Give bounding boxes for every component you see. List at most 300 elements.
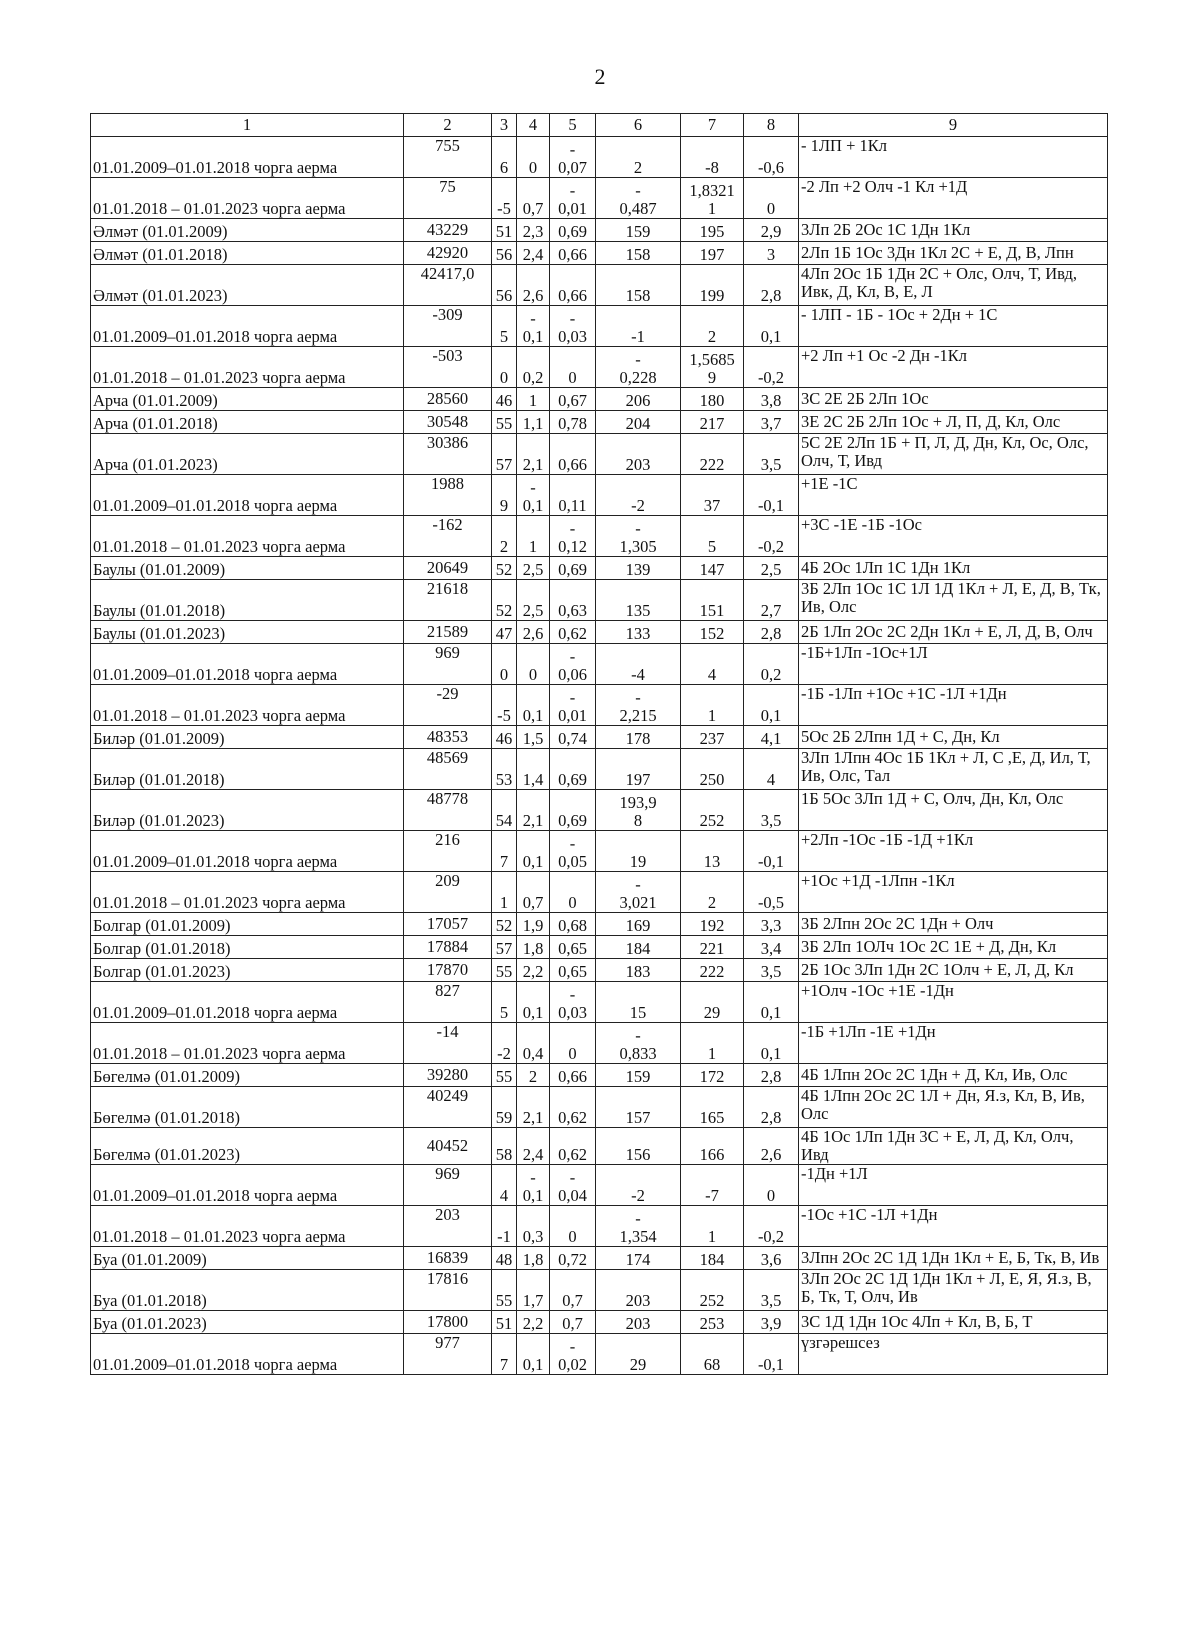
col3-cell: 1: [492, 872, 517, 913]
col7-cell: 237: [681, 726, 744, 749]
col3-cell: 51: [492, 1311, 517, 1334]
col6-cell: 159: [596, 219, 681, 242]
table-row: [91, 411, 1108, 434]
col7-cell: 1,8321 1: [681, 178, 744, 219]
composition-cell: +1Олч -1Ос +1Е -1Дн: [799, 982, 1108, 1023]
col5-cell: 0,78: [550, 411, 596, 434]
composition-cell: 4Б 1Лпн 2Ос 2С 1Л + Дн, Я.з, Кл, В, Ив, Олс: [799, 1087, 1108, 1128]
col5-cell: 0,69: [550, 219, 596, 242]
col4-cell: 2,3: [517, 219, 550, 242]
col6-cell: 158: [596, 242, 681, 265]
col4-cell: 1,8: [517, 936, 550, 959]
table-row: [91, 1311, 1108, 1334]
col3-cell: -5: [492, 685, 517, 726]
table-row: [91, 1064, 1108, 1087]
composition-cell: 4Б 1Лпн 2Ос 2С 1Дн + Д, Кл, Ив, Олс: [799, 1064, 1108, 1087]
area-cell: 969: [404, 644, 492, 685]
table-row: [91, 1270, 1108, 1311]
table-row: [91, 936, 1108, 959]
col7-cell: 253: [681, 1311, 744, 1334]
col8-cell: 3,3: [744, 913, 799, 936]
table-row: [91, 265, 1108, 306]
column-header: 6: [596, 114, 681, 137]
col8-cell: 2,5: [744, 557, 799, 580]
col8-cell: 0: [744, 178, 799, 219]
col7-cell: 4: [681, 644, 744, 685]
area-cell: 28560: [404, 388, 492, 411]
col4-cell: 1,4: [517, 749, 550, 790]
area-cell: 75: [404, 178, 492, 219]
period-label-cell: 01.01.2009–01.01.2018 чорга аерма: [91, 306, 404, 347]
col5-cell: 0,65: [550, 936, 596, 959]
composition-cell: 3С 1Д 1Дн 1Ос 4Лп + Кл, В, Б, Т: [799, 1311, 1108, 1334]
period-label-cell: Бөгелмә (01.01.2009): [91, 1064, 404, 1087]
col5-cell: - 0,03: [550, 982, 596, 1023]
col8-cell: 4,1: [744, 726, 799, 749]
period-label-cell: Бөгелмә (01.01.2023): [91, 1128, 404, 1165]
col4-cell: 1,8: [517, 1247, 550, 1270]
col5-cell: - 0,03: [550, 306, 596, 347]
col7-cell: 1: [681, 1206, 744, 1247]
composition-cell: 3Б 2Лп 1ОЛч 1Ос 2С 1Е + Д, Дн, Кл: [799, 936, 1108, 959]
area-cell: 17800: [404, 1311, 492, 1334]
col7-cell: 2: [681, 872, 744, 913]
col3-cell: 58: [492, 1128, 517, 1165]
composition-cell: - 1ЛП - 1Б - 1Ос + 2Дн + 1С: [799, 306, 1108, 347]
table-row: [91, 1087, 1108, 1128]
col3-cell: 46: [492, 388, 517, 411]
col7-cell: -7: [681, 1165, 744, 1206]
col7-cell: 197: [681, 242, 744, 265]
col4-cell: 0: [517, 137, 550, 178]
col6-cell: 133: [596, 621, 681, 644]
table-row: [91, 982, 1108, 1023]
col6-cell: 203: [596, 434, 681, 475]
col8-cell: 3,5: [744, 1270, 799, 1311]
column-header: 9: [799, 114, 1108, 137]
table-row: [91, 1165, 1108, 1206]
col5-cell: 0: [550, 1206, 596, 1247]
col7-cell: 1,5685 9: [681, 347, 744, 388]
col6-cell: 156: [596, 1128, 681, 1165]
composition-cell: 1Б 5Ос 3Лп 1Д + С, Олч, Дн, Кл, Олс: [799, 790, 1108, 831]
period-label-cell: Баулы (01.01.2018): [91, 580, 404, 621]
composition-cell: 3Лп 2Б 2Ос 1С 1Дн 1Кл: [799, 219, 1108, 242]
table-row: [91, 621, 1108, 644]
area-cell: 216: [404, 831, 492, 872]
col6-cell: 193,9 8: [596, 790, 681, 831]
composition-cell: 2Б 1Лп 2Ос 2С 2Дн 1Кл + Е, Л, Д, В, Олч: [799, 621, 1108, 644]
period-label-cell: Арча (01.01.2009): [91, 388, 404, 411]
table-row: [91, 347, 1108, 388]
col8-cell: 3,5: [744, 434, 799, 475]
col6-cell: - 1,354: [596, 1206, 681, 1247]
period-label-cell: Буа (01.01.2023): [91, 1311, 404, 1334]
col6-cell: 158: [596, 265, 681, 306]
composition-cell: 5Ос 2Б 2Лпн 1Д + С, Дн, Кл: [799, 726, 1108, 749]
area-cell: 48569: [404, 749, 492, 790]
col8-cell: -0,1: [744, 1334, 799, 1375]
col5-cell: 0,69: [550, 790, 596, 831]
col6-cell: 197: [596, 749, 681, 790]
col8-cell: 3,4: [744, 936, 799, 959]
col4-cell: 1,5: [517, 726, 550, 749]
table-row: [91, 1334, 1108, 1375]
area-cell: -503: [404, 347, 492, 388]
col8-cell: 3: [744, 242, 799, 265]
col4-cell: 2: [517, 1064, 550, 1087]
col6-cell: 183: [596, 959, 681, 982]
col6-cell: -4: [596, 644, 681, 685]
col4-cell: 2,4: [517, 1128, 550, 1165]
composition-cell: +1Е -1С: [799, 475, 1108, 516]
table-header-row: [91, 114, 1108, 137]
table-body: [91, 137, 1108, 1375]
col4-cell: - 0,1: [517, 475, 550, 516]
area-cell: 17816: [404, 1270, 492, 1311]
composition-cell: 4Лп 2Ос 1Б 1Дн 2С + Олс, Олч, Т, Ивд, Ивк, Д, Кл, В, Е, Л: [799, 265, 1108, 306]
table-row: [91, 1247, 1108, 1270]
period-label-cell: Әлмәт (01.01.2023): [91, 265, 404, 306]
col7-cell: 221: [681, 936, 744, 959]
col4-cell: 0,7: [517, 872, 550, 913]
period-label-cell: 01.01.2009–01.01.2018 чорга аерма: [91, 644, 404, 685]
col8-cell: 2,8: [744, 621, 799, 644]
col5-cell: 0: [550, 872, 596, 913]
col5-cell: 0,66: [550, 242, 596, 265]
col3-cell: 55: [492, 1270, 517, 1311]
col7-cell: 165: [681, 1087, 744, 1128]
period-label-cell: 01.01.2009–01.01.2018 чорга аерма: [91, 475, 404, 516]
col3-cell: -2: [492, 1023, 517, 1064]
composition-cell: +2 Лп +1 Ос -2 Дн -1Кл: [799, 347, 1108, 388]
area-cell: 16839: [404, 1247, 492, 1270]
col6-cell: - 0,228: [596, 347, 681, 388]
col8-cell: 2,9: [744, 219, 799, 242]
period-label-cell: 01.01.2018 – 01.01.2023 чорга аерма: [91, 1023, 404, 1064]
col7-cell: 195: [681, 219, 744, 242]
area-cell: 20649: [404, 557, 492, 580]
area-cell: 209: [404, 872, 492, 913]
col3-cell: 52: [492, 913, 517, 936]
col6-cell: 178: [596, 726, 681, 749]
col4-cell: 2,2: [517, 1311, 550, 1334]
col3-cell: 52: [492, 580, 517, 621]
column-header: 7: [681, 114, 744, 137]
composition-cell: -1Б +1Лп -1Е +1Дн: [799, 1023, 1108, 1064]
col7-cell: 151: [681, 580, 744, 621]
period-label-cell: Буа (01.01.2009): [91, 1247, 404, 1270]
column-header: 3: [492, 114, 517, 137]
col5-cell: - 0,07: [550, 137, 596, 178]
col3-cell: 55: [492, 1064, 517, 1087]
col6-cell: 174: [596, 1247, 681, 1270]
composition-cell: +3С -1Е -1Б -1Ос: [799, 516, 1108, 557]
col8-cell: 4: [744, 749, 799, 790]
table-row: [91, 137, 1108, 178]
composition-cell: 3Е 2С 2Б 2Лп 1Ос + Л, П, Д, Кл, Олс: [799, 411, 1108, 434]
col6-cell: 203: [596, 1270, 681, 1311]
col6-cell: 29: [596, 1334, 681, 1375]
period-label-cell: 01.01.2009–01.01.2018 чорга аерма: [91, 831, 404, 872]
col8-cell: 3,6: [744, 1247, 799, 1270]
period-label-cell: Бөгелмә (01.01.2018): [91, 1087, 404, 1128]
col6-cell: - 1,305: [596, 516, 681, 557]
col6-cell: - 0,833: [596, 1023, 681, 1064]
area-cell: 42417,0: [404, 265, 492, 306]
col7-cell: 252: [681, 1270, 744, 1311]
col4-cell: 2,5: [517, 557, 550, 580]
col7-cell: 192: [681, 913, 744, 936]
col3-cell: 4: [492, 1165, 517, 1206]
col7-cell: -8: [681, 137, 744, 178]
area-cell: 42920: [404, 242, 492, 265]
col4-cell: - 0,1: [517, 1165, 550, 1206]
col6-cell: 15: [596, 982, 681, 1023]
area-cell: 40249: [404, 1087, 492, 1128]
col3-cell: 46: [492, 726, 517, 749]
col6-cell: -2: [596, 475, 681, 516]
table-row: [91, 790, 1108, 831]
col8-cell: -0,1: [744, 475, 799, 516]
area-cell: -29: [404, 685, 492, 726]
period-label-cell: 01.01.2018 – 01.01.2023 чорга аерма: [91, 872, 404, 913]
col3-cell: 5: [492, 306, 517, 347]
period-label-cell: 01.01.2018 – 01.01.2023 чорга аерма: [91, 1206, 404, 1247]
col6-cell: 206: [596, 388, 681, 411]
col7-cell: 180: [681, 388, 744, 411]
col5-cell: 0,68: [550, 913, 596, 936]
table-row: [91, 219, 1108, 242]
col8-cell: 0,1: [744, 306, 799, 347]
col4-cell: 2,2: [517, 959, 550, 982]
col5-cell: 0: [550, 347, 596, 388]
composition-cell: +1Ос +1Д -1Лпн -1Кл: [799, 872, 1108, 913]
col6-cell: 203: [596, 1311, 681, 1334]
composition-cell: 3Б 2Лпн 2Ос 2С 1Дн + Олч: [799, 913, 1108, 936]
area-cell: 43229: [404, 219, 492, 242]
col6-cell: 204: [596, 411, 681, 434]
period-label-cell: Болгар (01.01.2018): [91, 936, 404, 959]
area-cell: -162: [404, 516, 492, 557]
col4-cell: 0,1: [517, 1334, 550, 1375]
col7-cell: 222: [681, 434, 744, 475]
col6-cell: 184: [596, 936, 681, 959]
col7-cell: 222: [681, 959, 744, 982]
col3-cell: 9: [492, 475, 517, 516]
col7-cell: 152: [681, 621, 744, 644]
table-row: [91, 1023, 1108, 1064]
period-label-cell: Әлмәт (01.01.2009): [91, 219, 404, 242]
area-cell: 827: [404, 982, 492, 1023]
col5-cell: 0,66: [550, 265, 596, 306]
composition-cell: 3С 2Е 2Б 2Лп 1Ос: [799, 388, 1108, 411]
col8-cell: 3,7: [744, 411, 799, 434]
col3-cell: 53: [492, 749, 517, 790]
table-row: [91, 726, 1108, 749]
area-cell: 17057: [404, 913, 492, 936]
col8-cell: 3,5: [744, 959, 799, 982]
col4-cell: 0,1: [517, 982, 550, 1023]
table-row: [91, 831, 1108, 872]
area-cell: -309: [404, 306, 492, 347]
period-label-cell: Баулы (01.01.2009): [91, 557, 404, 580]
col6-cell: - 2,215: [596, 685, 681, 726]
table-row: [91, 580, 1108, 621]
period-label-cell: Буа (01.01.2018): [91, 1270, 404, 1311]
area-cell: 755: [404, 137, 492, 178]
composition-cell: 3Лп 2Ос 2С 1Д 1Дн 1Кл + Л, Е, Я, Я.з, В, Б, Тк, Т, Олч, Ив: [799, 1270, 1108, 1311]
area-cell: 30548: [404, 411, 492, 434]
col5-cell: - 0,01: [550, 178, 596, 219]
column-header: 1: [91, 114, 404, 137]
col8-cell: 0: [744, 1165, 799, 1206]
col5-cell: 0,66: [550, 1064, 596, 1087]
col6-cell: - 0,487: [596, 178, 681, 219]
table-row: [91, 913, 1108, 936]
col6-cell: 139: [596, 557, 681, 580]
page-number: 2: [594, 64, 606, 89]
col5-cell: 0,65: [550, 959, 596, 982]
col3-cell: 55: [492, 411, 517, 434]
period-label-cell: 01.01.2018 – 01.01.2023 чорга аерма: [91, 516, 404, 557]
table-row: [91, 644, 1108, 685]
composition-cell: +2Лп -1Ос -1Б -1Д +1Кл: [799, 831, 1108, 872]
col4-cell: 1: [517, 388, 550, 411]
col4-cell: 0,7: [517, 178, 550, 219]
col5-cell: - 0,06: [550, 644, 596, 685]
col3-cell: 56: [492, 265, 517, 306]
table-row: [91, 872, 1108, 913]
table-row: [91, 388, 1108, 411]
col5-cell: 0,72: [550, 1247, 596, 1270]
col3-cell: 51: [492, 219, 517, 242]
col5-cell: 0,69: [550, 557, 596, 580]
col4-cell: - 0,1: [517, 306, 550, 347]
col7-cell: 166: [681, 1128, 744, 1165]
col6-cell: 19: [596, 831, 681, 872]
table-row: [91, 475, 1108, 516]
col8-cell: 0,1: [744, 982, 799, 1023]
area-cell: 1988: [404, 475, 492, 516]
period-label-cell: 01.01.2009–01.01.2018 чорга аерма: [91, 137, 404, 178]
col7-cell: 252: [681, 790, 744, 831]
area-cell: 21589: [404, 621, 492, 644]
col7-cell: 37: [681, 475, 744, 516]
col5-cell: - 0,12: [550, 516, 596, 557]
col7-cell: 172: [681, 1064, 744, 1087]
composition-cell: -1Б -1Лп +1Ос +1С -1Л +1Дн: [799, 685, 1108, 726]
col7-cell: 68: [681, 1334, 744, 1375]
table-row: [91, 516, 1108, 557]
col6-cell: 159: [596, 1064, 681, 1087]
table-row: [91, 749, 1108, 790]
composition-cell: -1Б+1Лп -1Ос+1Л: [799, 644, 1108, 685]
period-label-cell: 01.01.2018 – 01.01.2023 чорга аерма: [91, 347, 404, 388]
col4-cell: 0,4: [517, 1023, 550, 1064]
col3-cell: 2: [492, 516, 517, 557]
col8-cell: 2,8: [744, 265, 799, 306]
col8-cell: 0,1: [744, 1023, 799, 1064]
col4-cell: 0,2: [517, 347, 550, 388]
col4-cell: 0,3: [517, 1206, 550, 1247]
period-label-cell: 01.01.2009–01.01.2018 чорга аерма: [91, 982, 404, 1023]
col5-cell: - 0,04: [550, 1165, 596, 1206]
column-header: 8: [744, 114, 799, 137]
col7-cell: 184: [681, 1247, 744, 1270]
col5-cell: - 0,05: [550, 831, 596, 872]
col8-cell: 2,7: [744, 580, 799, 621]
forest-data-table: [90, 113, 1108, 1375]
col8-cell: 3,9: [744, 1311, 799, 1334]
area-cell: 969: [404, 1165, 492, 1206]
composition-cell: 3Лпн 2Ос 2С 1Д 1Дн 1Кл + Е, Б, Тк, В, Ив: [799, 1247, 1108, 1270]
col3-cell: 0: [492, 347, 517, 388]
table-row: [91, 434, 1108, 475]
col3-cell: -5: [492, 178, 517, 219]
col3-cell: 6: [492, 137, 517, 178]
composition-cell: -2 Лп +2 Олч -1 Кл +1Д: [799, 178, 1108, 219]
col5-cell: 0,66: [550, 434, 596, 475]
area-cell: 977: [404, 1334, 492, 1375]
col8-cell: 3,8: [744, 388, 799, 411]
period-label-cell: 01.01.2009–01.01.2018 чорга аерма: [91, 1165, 404, 1206]
col4-cell: 2,4: [517, 242, 550, 265]
col4-cell: 2,6: [517, 265, 550, 306]
col5-cell: - 0,02: [550, 1334, 596, 1375]
col7-cell: 2: [681, 306, 744, 347]
period-label-cell: 01.01.2018 – 01.01.2023 чорга аерма: [91, 178, 404, 219]
col4-cell: 0: [517, 644, 550, 685]
col7-cell: 5: [681, 516, 744, 557]
col5-cell: 0,69: [550, 749, 596, 790]
col4-cell: 2,1: [517, 434, 550, 475]
period-label-cell: Әлмәт (01.01.2018): [91, 242, 404, 265]
col3-cell: -1: [492, 1206, 517, 1247]
composition-cell: - 1ЛП + 1Кл: [799, 137, 1108, 178]
col5-cell: 0,7: [550, 1270, 596, 1311]
col8-cell: -0,1: [744, 831, 799, 872]
period-label-cell: Болгар (01.01.2023): [91, 959, 404, 982]
col4-cell: 1: [517, 516, 550, 557]
col7-cell: 29: [681, 982, 744, 1023]
col5-cell: 0,67: [550, 388, 596, 411]
col3-cell: 57: [492, 936, 517, 959]
table-row: [91, 242, 1108, 265]
col7-cell: 1: [681, 1023, 744, 1064]
col5-cell: 0,62: [550, 1087, 596, 1128]
area-cell: 17884: [404, 936, 492, 959]
col4-cell: 1,9: [517, 913, 550, 936]
col7-cell: 13: [681, 831, 744, 872]
table-row: [91, 1206, 1108, 1247]
col3-cell: 7: [492, 831, 517, 872]
col3-cell: 52: [492, 557, 517, 580]
composition-cell: 4Б 1Ос 1Лп 1Дн 3С + Е, Л, Д, Кл, Олч, Ивд: [799, 1128, 1108, 1165]
area-cell: 17870: [404, 959, 492, 982]
col8-cell: -0,2: [744, 347, 799, 388]
col6-cell: 135: [596, 580, 681, 621]
area-cell: 48778: [404, 790, 492, 831]
table-row: [91, 685, 1108, 726]
col8-cell: 0,1: [744, 685, 799, 726]
col4-cell: 1,1: [517, 411, 550, 434]
col5-cell: 0,62: [550, 621, 596, 644]
period-label-cell: 01.01.2018 – 01.01.2023 чорга аерма: [91, 685, 404, 726]
col3-cell: 59: [492, 1087, 517, 1128]
col7-cell: 1: [681, 685, 744, 726]
column-header: 5: [550, 114, 596, 137]
